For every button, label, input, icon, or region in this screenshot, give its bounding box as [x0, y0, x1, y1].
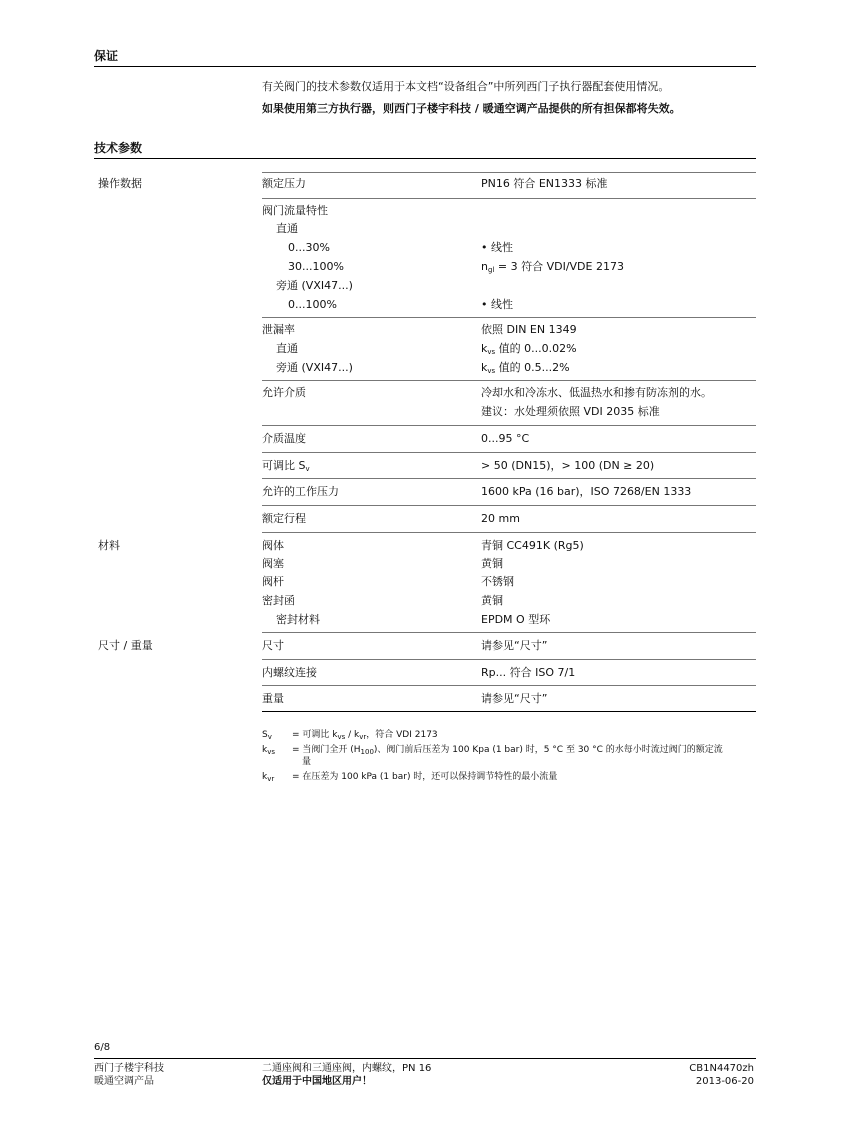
- section-heading-tech: 技术参数: [94, 141, 143, 155]
- row-label-leakage: 泄漏率: [262, 323, 295, 336]
- row-label-dims: 尺寸: [262, 639, 284, 652]
- heading-rule: [94, 158, 756, 159]
- group-label-operating: 操作数据: [98, 177, 142, 190]
- footnote-kvr-text: = 在压差为 100 kPa (1 bar) 时，还可以保持调节特性的最小流量: [292, 772, 558, 782]
- row-label-temp: 介质温度: [262, 432, 306, 445]
- row-value-ratio: > 50 (DN15)，> 100 (DN ≥ 20): [481, 459, 655, 472]
- row-separator: [262, 452, 756, 453]
- material-stem: 阀杆: [262, 575, 284, 588]
- material-seal-value: EPDM O 型环: [481, 613, 551, 626]
- flow-bypass: 旁通 (VXI47...): [276, 279, 353, 292]
- row-value-leakage: 依照 DIN EN 1349: [481, 323, 577, 336]
- row-separator: [262, 532, 756, 533]
- flow-value-30-100: $n_{gl} = 3$ 符合 VDI/VDE 2173: [481, 260, 624, 274]
- flow-range-0-100: 0...100%: [288, 298, 337, 311]
- row-value-medium-2: 建议：水处理须依照 VDI 2035 标准: [481, 405, 660, 418]
- flow-range-0-30: 0...30%: [288, 241, 330, 254]
- material-gland: 密封函: [262, 594, 295, 607]
- row-separator: [262, 172, 756, 173]
- row-value-medium-1: 冷却水和冷冻水、低温热水和掺有防冻剂的水。: [481, 386, 712, 399]
- leakage-bypass: 旁通 (VXI47...): [276, 361, 353, 374]
- footnote-sv-symbol: $S_v$: [262, 730, 272, 741]
- row-label-stroke: 额定行程: [262, 512, 306, 525]
- material-body-value: 青铜 CC491K (Rg5): [481, 539, 584, 552]
- footer-rule: [94, 1058, 756, 1059]
- footer-notice: 仅适用于中国地区用户！: [262, 1076, 372, 1087]
- row-label-weight: 重量: [262, 692, 284, 705]
- table-bottom-rule: [262, 711, 756, 712]
- material-body: 阀体: [262, 539, 284, 552]
- footnote-sv-text: = 可调比 $k_{vs} / k_{vr}$，符合 VDI 2173: [292, 730, 438, 741]
- leakage-straight-value: $k_{vs}$ 值的 0...0.02%: [481, 342, 577, 356]
- row-separator: [262, 659, 756, 660]
- row-separator: [262, 317, 756, 318]
- footnote-kvs-text: = 当阀门全开 $(H_{100})$、阀门前后压差为 100 Kpa (1 bar) 时，5 °C 至 30 °C 的水每小时流过阀门的额定流: [292, 745, 723, 756]
- page-number: 6/8: [94, 1042, 111, 1053]
- section-heading-guarantee: 保证: [94, 49, 119, 63]
- footer-doc-id: CB1N4470zh: [689, 1063, 754, 1074]
- row-label-work-pressure: 允许的工作压力: [262, 485, 339, 498]
- row-separator: [262, 380, 756, 381]
- row-value-thread: Rp... 符合 ISO 7/1: [481, 666, 576, 679]
- guarantee-warning: 如果使用第三方执行器，则西门子楼宇科技 / 暖通空调产品提供的所有担保都将失效。: [262, 102, 681, 115]
- row-label-thread: 内螺纹连接: [262, 666, 317, 679]
- row-label-flow: 阀门流量特性: [262, 204, 328, 217]
- row-label-ratio: 可调比 $S_v$: [262, 459, 310, 473]
- material-plug-value: 黄铜: [481, 557, 503, 570]
- row-value-dims: 请参见“尺寸”: [481, 639, 548, 652]
- row-separator: [262, 685, 756, 686]
- footer-date: 2013-06-20: [695, 1076, 754, 1087]
- row-value-weight: 请参见“尺寸”: [481, 692, 548, 705]
- footnote-kvr-symbol: $k_{vr}$: [262, 772, 275, 783]
- row-separator: [262, 632, 756, 633]
- footer-company-1: 西门子楼宇科技: [94, 1063, 164, 1074]
- flow-range-30-100: 30...100%: [288, 260, 344, 273]
- flow-value-0-30: • 线性: [481, 241, 513, 254]
- heading-rule: [94, 66, 756, 67]
- row-value-pressure: PN16 符合 EN1333 标准: [481, 177, 608, 190]
- row-value-work-pressure: 1600 kPa (16 bar)，ISO 7268/EN 1333: [481, 485, 692, 498]
- flow-value-0-100: • 线性: [481, 298, 513, 311]
- material-gland-value: 黄铜: [481, 594, 503, 607]
- row-label-pressure: 额定压力: [262, 177, 306, 190]
- footnote-kvs-symbol: $k_{vs}$: [262, 745, 276, 756]
- footer-company-2: 暖通空调产品: [94, 1076, 154, 1087]
- leakage-straight: 直通: [276, 342, 298, 355]
- group-label-material: 材料: [98, 539, 120, 552]
- material-seal: 密封材料: [276, 613, 320, 626]
- group-label-dimensions: 尺寸 / 重量: [98, 639, 153, 652]
- flow-straight: 直通: [276, 222, 298, 235]
- row-label-medium: 允许介质: [262, 386, 306, 399]
- footnote-kvs-text-cont: 量: [302, 757, 312, 767]
- row-value-temp: 0...95 °C: [481, 432, 530, 445]
- material-plug: 阀塞: [262, 557, 284, 570]
- leakage-bypass-value: $k_{vs}$ 值的 0.5...2%: [481, 361, 570, 375]
- row-separator: [262, 505, 756, 506]
- footer-title: 二通座阀和三通座阀，内螺纹，PN 16: [262, 1063, 432, 1074]
- guarantee-text: 有关阀门的技术参数仅适用于本文档“设备组合”中所列西门子执行器配套使用情况。: [262, 80, 670, 93]
- row-separator: [262, 478, 756, 479]
- row-separator: [262, 425, 756, 426]
- material-stem-value: 不锈钢: [481, 575, 514, 588]
- row-value-stroke: 20 mm: [481, 512, 520, 525]
- row-separator: [262, 198, 756, 199]
